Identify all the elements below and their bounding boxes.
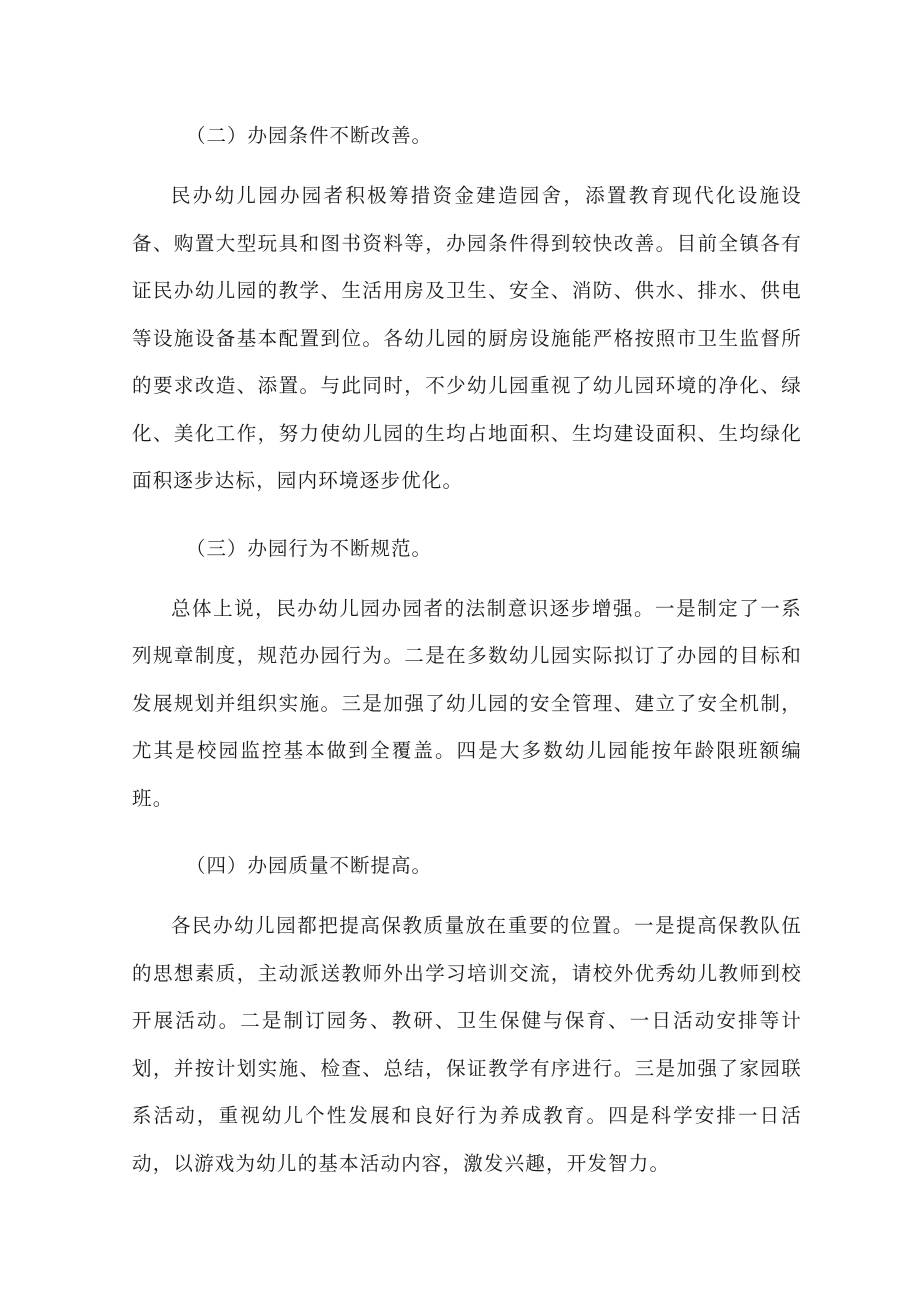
section-paragraph-4: 各民办幼儿园都把提高保教质量放在重要的位置。一是提高保教队伍的思想素质，主动派送教师外出学习培训交流，请校外优秀幼儿教师到校开展活动。二是制订园务、教研、卫生保健与保育、一日活动安排等计划，并按计划实施、检查、总结，保证教学有序进行。三是加强了家园联系活动，重视幼儿个性发展和良好行为养成教育。四是科学安排一日活动，以游戏为幼儿的基本活动内容，激发兴趣，开发智力。 bbox=[132, 914, 802, 1175]
section-heading-2: （二）办园条件不断改善。 bbox=[186, 124, 433, 147]
section-paragraph-3: 总体上说，民办幼儿园办园者的法制意识逐步增强。一是制定了一系列规章制度，规范办园行为。二是在多数幼儿园实际拟订了办园的目标和发展规划并组织实施。三是加强了幼儿园的安全管理、建立了安全机制，尤其是校园监控基本做到全覆盖。四是大多数幼儿园能按年龄限班额编班。 bbox=[132, 596, 802, 810]
section-paragraph-2: 民办幼儿园办园者积极筹措资金建造园舍，添置教育现代化设施设备、购置大型玩具和图书资料等，办园条件得到较快改善。目前全镇各有证民办幼儿园的教学、生活用房及卫生、安全、消防、供水、排水、供电等设施设备基本配置到位。各幼儿园的厨房设施能严格按照市卫生监督所的要求改造、添置。与此同时，不少幼儿园重视了幼儿园环境的净化、绿化、美化工作，努力使幼儿园的生均占地面积、生均建设面积、生均绿化面积逐步达标，园内环境逐步优化。 bbox=[132, 184, 802, 492]
document-body bbox=[132, 112, 802, 1207]
section-heading-3: （三）办园行为不断规范。 bbox=[186, 536, 433, 560]
section-heading-4: （四）办园质量不断提高。 bbox=[186, 854, 433, 877]
